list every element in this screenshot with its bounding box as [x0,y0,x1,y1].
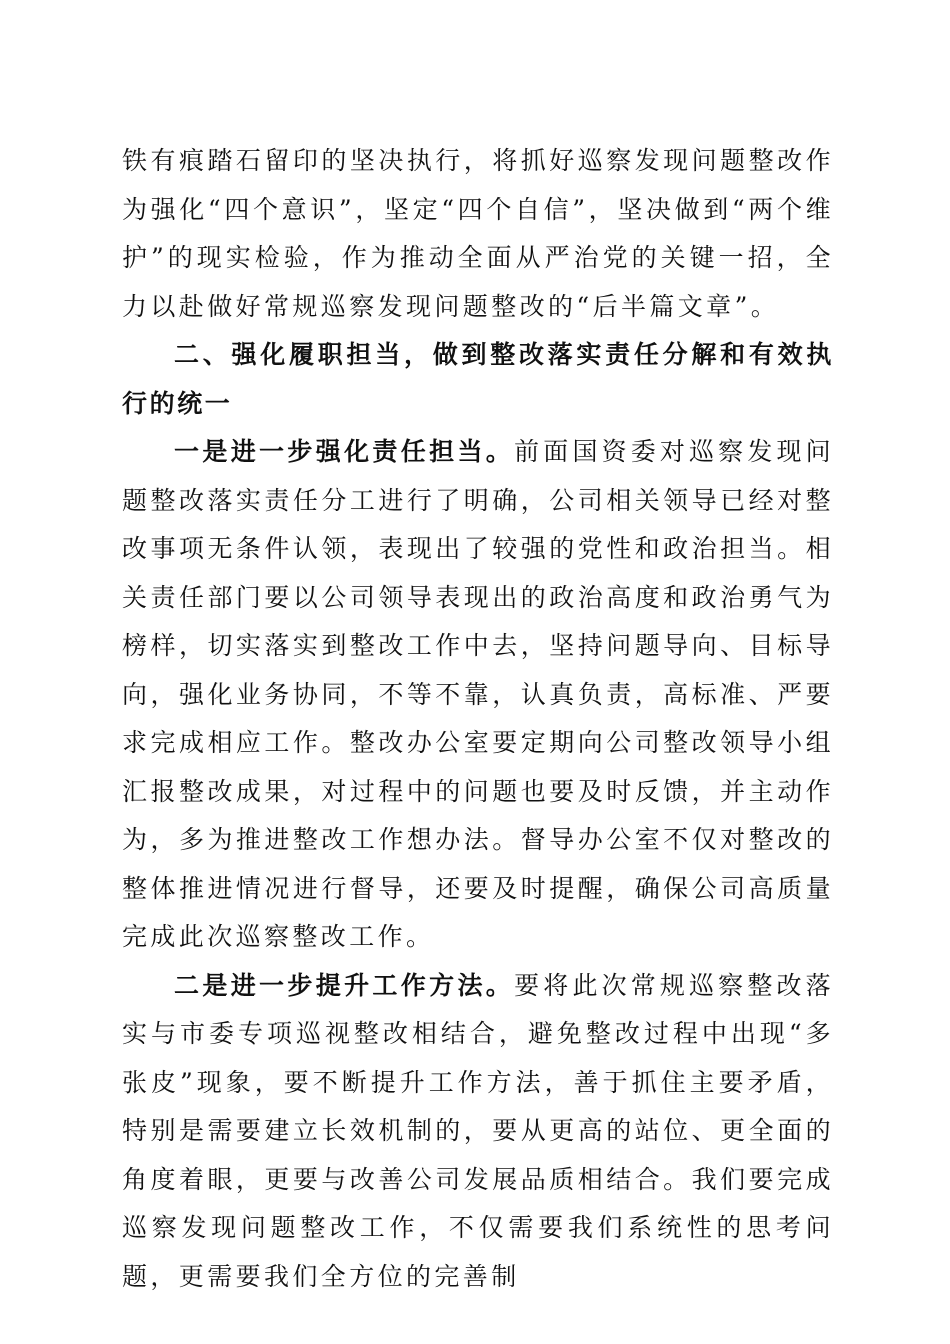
paragraph-continuation: 铁有痕踏石留印的坚决执行，将抓好巡察发现问题整改作为强化“四个意识”，坚定“四个自信”，坚决做到“两个维护”的现实检验，作为推动全面从严治党的关键一招，全力以赴做好常规巡察发现问题整改的“后半篇文章”。 [122,146,834,321]
document-body [122,137,834,1301]
paragraph-responsibility [122,428,834,962]
paragraph-body: 前面国资委对巡察发现问题整改落实责任分工进行了明确，公司相关领导已经对整改事项无条件认领，表现出了较强的党性和政治担当。相关责任部门要以公司领导表现出的政治高度和政治勇气为榜样，切实落实到整改工作中去，坚持问题导向、目标导向，强化业务协同，不等不靠，认真负责，高标准、严要求完成相应工作。整改办公室要定期向公司整改领导小组汇报整改成果，对过程中的问题也要及时反馈，并主动作为，多为推进整改工作想办法。督导办公室不仅对整改的整体推进情况进行督导，还要及时提醒，确保公司高质量完成此次巡察整改工作。 [122,437,835,951]
paragraph-body: 要将此次常规巡察整改落实与市委专项巡视整改相结合，避免整改过程中出现“多张皮”现象，要不断提升工作方法，善于抓住主要矛盾，特别是需要建立长效机制的，要从更高的站位、更全面的角度着眼，更要与改善公司发展品质相结合。我们要完成巡察发现问题整改工作，不仅需要我们系统性的思考问题，更需要我们全方位的完善制 [122,970,835,1291]
paragraph-work-method [122,962,834,1302]
paragraph-lead: 一是进一步强化责任担当。 [174,437,515,466]
paragraph-lead: 二是进一步提升工作方法。 [174,970,515,1000]
section-heading: 二、强化履职担当，做到整改落实责任分解和有效执行的统一 [122,340,834,418]
